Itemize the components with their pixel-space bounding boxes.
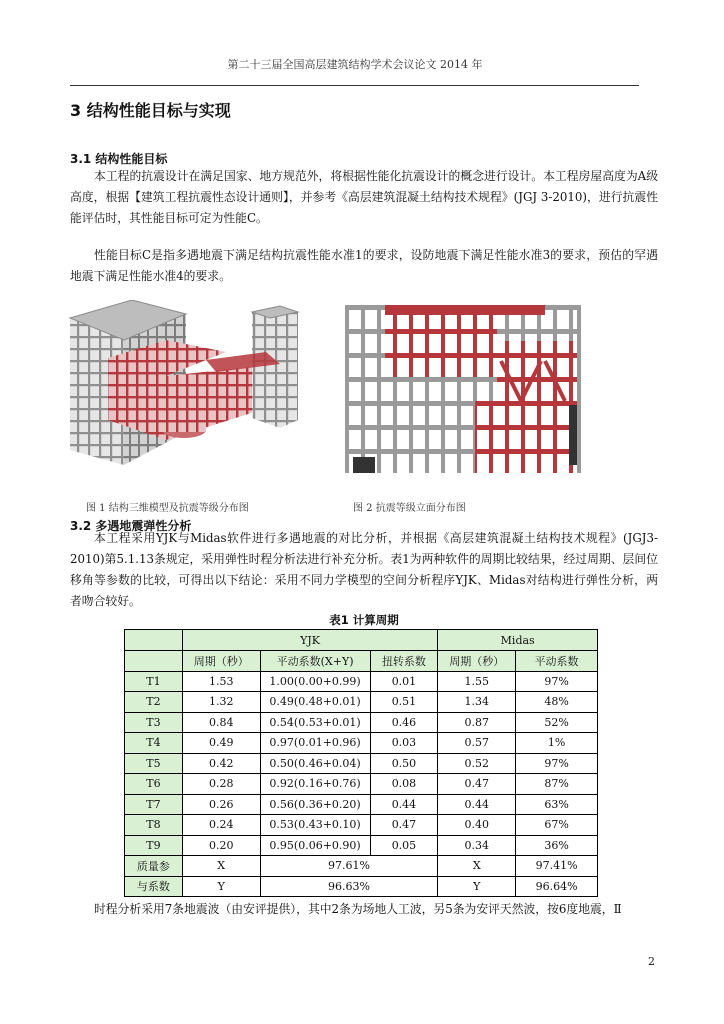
section-3-1-title: 3.1 结构性能目标 (70, 152, 168, 166)
table-1-title: 表1 计算周期 (329, 613, 399, 627)
table-group-header-row (125, 630, 598, 651)
row-label-mass-1: 质量参 (125, 856, 183, 877)
table-cell: 52% (516, 712, 598, 733)
group-header-midas: Midas (438, 630, 598, 651)
table-cell: X (438, 856, 516, 877)
table-row (125, 794, 598, 815)
table-cell: 97.61% (260, 856, 438, 877)
table-cell: 0.05 (370, 835, 438, 856)
table-cell: 1% (516, 733, 598, 754)
row-label: T9 (125, 835, 183, 856)
table-cell: 0.87 (438, 712, 516, 733)
table-cell: 0.01 (370, 671, 438, 692)
table-cell: 0.84 (182, 712, 260, 733)
figure-1-3d-model (66, 300, 302, 468)
table-cell: 0.97(0.01+0.96) (260, 733, 370, 754)
table-cell: 0.40 (438, 815, 516, 836)
table-cell: 36% (516, 835, 598, 856)
table-row (125, 733, 598, 754)
table-cell: 1.34 (438, 692, 516, 713)
table-cell: 0.54(0.53+0.01) (260, 712, 370, 733)
section-3-2-title: 3.2 多遇地震弹性分析 (70, 519, 192, 533)
table-cell: X (182, 856, 260, 877)
row-label: T6 (125, 774, 183, 795)
table-cell: 0.53(0.43+0.10) (260, 815, 370, 836)
table-cell: 0.44 (438, 794, 516, 815)
table-cell: 87% (516, 774, 598, 795)
column-header: 平动系数 (516, 651, 598, 672)
table-row (125, 671, 598, 692)
table-cell: 1.55 (438, 671, 516, 692)
period-table (124, 629, 598, 897)
row-label: T7 (125, 794, 183, 815)
table-cell: Y (438, 876, 516, 897)
header-rule (70, 85, 639, 86)
table-cell: 0.50 (370, 753, 438, 774)
section-3-2-paragraph: 本工程采用YJK与Midas软件进行多遇地震的对比分析，并根据《高层建筑混凝土结构技术规程》(JGJ3-2010)第5.1.13条规定，采用弹性时程分析法进行补充分析。表1为两种软件的周期比较结果，经过周期、层间位移角等参数的比较，可得出以下结论：采用不同力学模型的空间分析程序YJK、Midas对结构进行弹性分析，两者吻合较好。 (70, 531, 658, 608)
section-3-title: 3 结构性能目标与实现 (70, 101, 231, 120)
table-cell: 63% (516, 794, 598, 815)
table-row (125, 712, 598, 733)
table-cell: 67% (516, 815, 598, 836)
table-cell: 0.51 (370, 692, 438, 713)
table-cell: 97% (516, 753, 598, 774)
figure-1-caption: 图 1 结构三维模型及抗震等级分布图 (86, 503, 249, 514)
section-3-1-paragraph-2: 性能目标C是指多遇地震下满足结构抗震性能水准1的要求，设防地震下满足性能水准3的要求，预估的罕遇地震下满足性能水准4的要求。 (70, 248, 658, 283)
table-cell: 96.64% (516, 876, 598, 897)
table-cell: 0.92(0.16+0.76) (260, 774, 370, 795)
group-header-yjk: YJK (182, 630, 438, 651)
column-header: 扭转系数 (370, 651, 438, 672)
row-label: T1 (125, 671, 183, 692)
row-label: T4 (125, 733, 183, 754)
table-row-mass-y (125, 876, 598, 897)
table-cell: 0.44 (370, 794, 438, 815)
table-cell: 48% (516, 692, 598, 713)
table-cell: 0.34 (438, 835, 516, 856)
table-cell: 1.53 (182, 671, 260, 692)
table-cell: 0.20 (182, 835, 260, 856)
column-header: 周期（秒） (438, 651, 516, 672)
table-cell: 0.52 (438, 753, 516, 774)
table-cell: 0.26 (182, 794, 260, 815)
table-cell: 0.56(0.36+0.20) (260, 794, 370, 815)
table-corner-cell (125, 630, 183, 651)
table-cell: 1.32 (182, 692, 260, 713)
table-column-header-row (125, 651, 598, 672)
table-cell: Y (182, 876, 260, 897)
column-header: 周期（秒） (182, 651, 260, 672)
table-row (125, 753, 598, 774)
table-row (125, 815, 598, 836)
table-row (125, 835, 598, 856)
row-label-mass-2: 与系数 (125, 876, 183, 897)
row-label: T3 (125, 712, 183, 733)
table-row-mass-x (125, 856, 598, 877)
table-cell: 0.42 (182, 753, 260, 774)
trailing-paragraph: 时程分析采用7条地震波（由安评提供），其中2条为场地人工波，另5条为安评天然波，按6度地震，Ⅱ (94, 902, 622, 916)
row-label: T5 (125, 753, 183, 774)
row-label: T2 (125, 692, 183, 713)
figure-2-elevation (345, 305, 581, 473)
table-cell: 0.28 (182, 774, 260, 795)
section-3-1-paragraph-1: 本工程的抗震设计在满足国家、地方规范外，将根据性能化抗震设计的概念进行设计。本工程房屋高度为A级高度，根据【建筑工程抗震性态设计通则】，并参考《高层建筑混凝土结构技术规程》(JGJ 3-2010)，进行抗震性能评估时，其性能目标可定为性能C。 (70, 169, 658, 225)
table-cell: 96.63% (260, 876, 438, 897)
table-row (125, 774, 598, 795)
table-cell: 0.49 (182, 733, 260, 754)
table-cell: 0.46 (370, 712, 438, 733)
table-cell: 0.49(0.48+0.01) (260, 692, 370, 713)
page-number: 2 (648, 955, 655, 968)
column-header: 平动系数(X+Y) (260, 651, 370, 672)
table-row (125, 692, 598, 713)
running-header: 第二十三届全国高层建筑结构学术会议论文 2014 年 (227, 58, 483, 71)
table-cell: 97.41% (516, 856, 598, 877)
row-label: T8 (125, 815, 183, 836)
table-corner-cell (125, 651, 183, 672)
table-cell: 1.00(0.00+0.99) (260, 671, 370, 692)
table-cell: 0.03 (370, 733, 438, 754)
table-cell: 0.95(0.06+0.90) (260, 835, 370, 856)
table-cell: 0.57 (438, 733, 516, 754)
table-cell: 97% (516, 671, 598, 692)
table-cell: 0.50(0.46+0.04) (260, 753, 370, 774)
figure-2-caption: 图 2 抗震等级立面分布图 (353, 503, 466, 514)
table-cell: 0.08 (370, 774, 438, 795)
table-cell: 0.47 (370, 815, 438, 836)
table-cell: 0.47 (438, 774, 516, 795)
table-cell: 0.24 (182, 815, 260, 836)
